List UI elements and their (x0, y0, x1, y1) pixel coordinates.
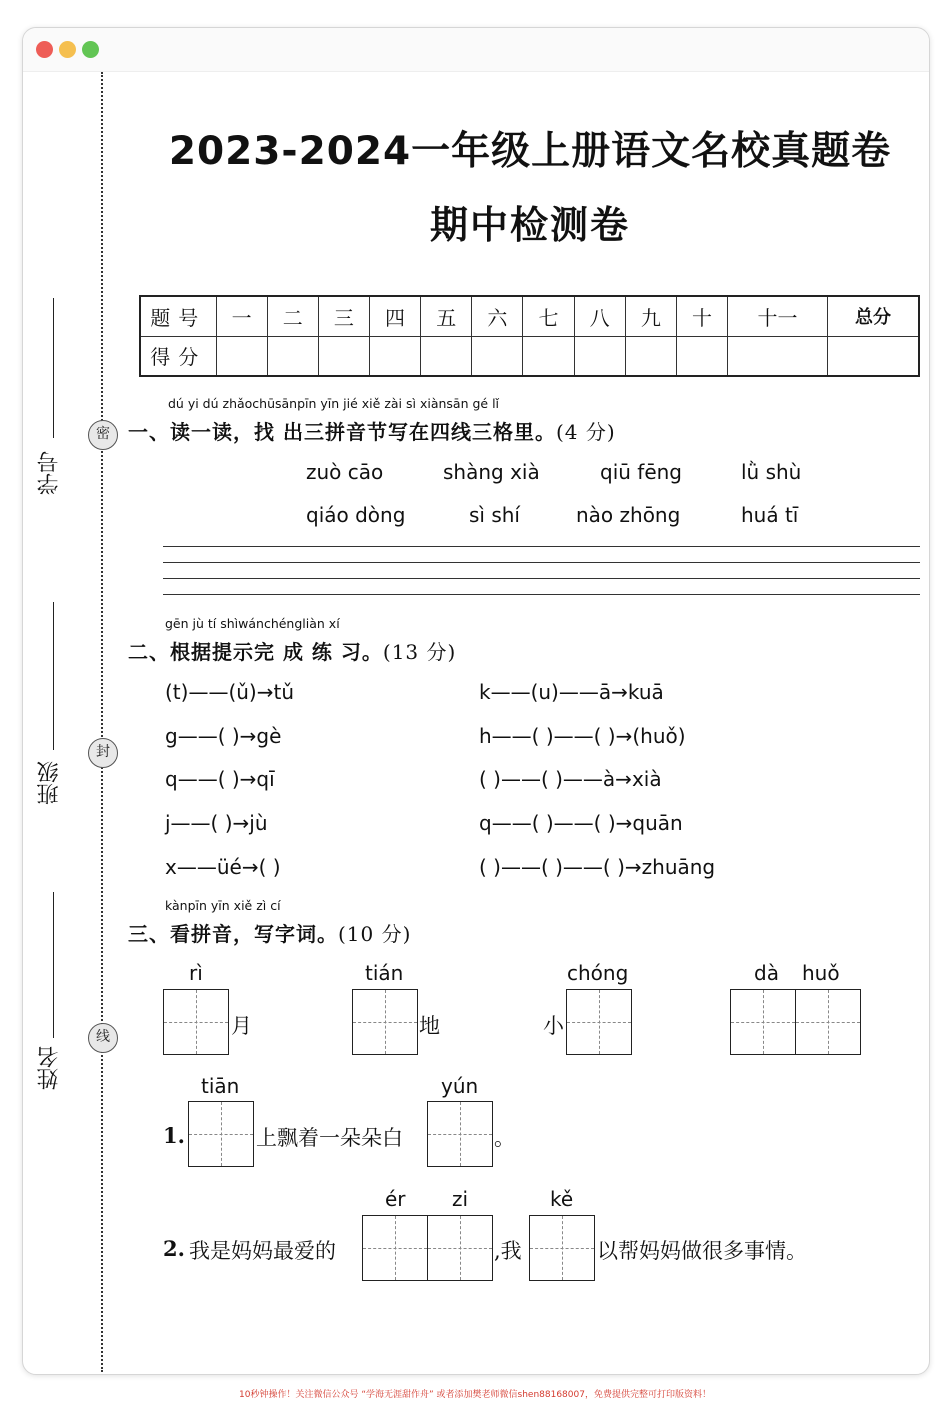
section3-title-text: 三、看拼音，写字词。 (128, 922, 338, 946)
section2-pinyin: gēn jù tí shìwánchéngliàn xí (165, 616, 340, 631)
section2-title (128, 636, 456, 665)
word-pinyin: huǒ (802, 961, 840, 985)
score-cell[interactable] (369, 336, 420, 376)
score-cell[interactable] (267, 336, 318, 376)
section2-points: (13 分) (382, 640, 457, 664)
score-label: 得分 (140, 336, 216, 376)
score-col-11: 十一 (728, 296, 828, 336)
pinyin-item: qiáo dòng (306, 503, 406, 527)
section2-title-text: 二、根据提示完 成 练 习。 (128, 640, 383, 664)
spelling-exercise[interactable]: ( )——( )——( )→zhuāng (479, 855, 716, 879)
word-suffix: 地 (419, 1014, 440, 1038)
score-cell[interactable] (676, 336, 727, 376)
section3-pinyin: kànpīn yīn xiě zì cí (165, 898, 281, 913)
spelling-exercise[interactable]: q——( )→qī (165, 767, 275, 791)
score-cell[interactable] (574, 336, 625, 376)
writing-grid-box[interactable] (362, 1215, 428, 1281)
sentence-number: 2. (163, 1236, 185, 1261)
sentence-pinyin: zi (452, 1187, 469, 1211)
student-id-label: 学号 (37, 451, 62, 495)
section1-title (128, 416, 616, 445)
writing-grid-box[interactable] (529, 1215, 595, 1281)
class-line[interactable] (53, 602, 54, 750)
page-subtitle: 期中检测卷 (429, 203, 630, 247)
score-table-header-row (140, 296, 919, 336)
pinyin-item: huá tī (741, 503, 799, 527)
score-cell[interactable] (216, 336, 267, 376)
score-col-3: 三 (318, 296, 369, 336)
section1-title-text: 一、读一读，找 出三拼音节写在四线三格里。 (128, 420, 556, 444)
score-col-6: 六 (472, 296, 523, 336)
score-col-1: 一 (216, 296, 267, 336)
score-cell[interactable] (523, 336, 574, 376)
writing-grid-box[interactable] (427, 1101, 493, 1167)
score-col-10: 十 (676, 296, 727, 336)
sentence-number: 1. (163, 1123, 185, 1148)
score-table (139, 295, 920, 377)
sentence-text: 我是妈妈最爱的 (189, 1239, 336, 1263)
pinyin-item: qiū fēng (600, 460, 683, 484)
word-pinyin: dà (754, 961, 779, 985)
word-pinyin: rì (189, 961, 203, 985)
word-pinyin: chóng (567, 961, 629, 985)
spelling-exercise[interactable]: h——( )——( )→(huǒ) (479, 724, 686, 748)
seal-feng: 封 (88, 738, 118, 768)
footer-notice: 10秒钟操作！关注微信公众号 “学海无涯甜作舟” 或者添加樊老师微信shen88168007，免费提供完整可打印版资料！ (239, 1390, 711, 1400)
spelling-exercise[interactable]: x——üé→( ) (165, 855, 281, 879)
class-label: 班级 (37, 761, 62, 805)
sentence-pinyin: yún (441, 1074, 479, 1098)
spelling-exercise[interactable]: ( )——( )——à→xià (479, 767, 662, 791)
pinyin-item: lǜ shù (741, 460, 802, 484)
score-col-5: 五 (421, 296, 472, 336)
writing-grid-box[interactable] (795, 989, 861, 1055)
word-prefix: 小 (543, 1014, 564, 1038)
score-cell[interactable] (318, 336, 369, 376)
question-number-label: 题号 (140, 296, 216, 336)
window-titlebar (23, 28, 929, 72)
maximize-window-button[interactable] (82, 41, 99, 58)
score-cell[interactable] (625, 336, 676, 376)
student-id-line[interactable] (53, 298, 54, 438)
minimize-window-button[interactable] (59, 41, 76, 58)
score-table-score-row (140, 336, 919, 376)
section3-title (128, 918, 411, 947)
sentence-pinyin: ér (385, 1187, 406, 1211)
spelling-exercise[interactable]: q——( )——( )→quān (479, 811, 683, 835)
spelling-exercise[interactable]: j——( )→jù (165, 811, 268, 835)
score-cell[interactable] (421, 336, 472, 376)
total-score-cell[interactable] (827, 336, 919, 376)
score-cell[interactable] (728, 336, 828, 376)
score-col-2: 二 (267, 296, 318, 336)
spelling-exercise: (t)——(ǔ)→tǔ (165, 680, 295, 704)
pinyin-item: zuò cāo (306, 460, 384, 484)
sentence-text: ,我 (494, 1239, 522, 1263)
spelling-exercise[interactable]: g——( )→gè (165, 724, 282, 748)
writing-grid-box[interactable] (427, 1215, 493, 1281)
section1-points: (4 分) (555, 420, 616, 444)
binding-dotted-line (101, 72, 103, 1372)
section1-pinyin: dú yi dú zhǎochūsānpīn yīn jié xiě zài sì xiànsān gé lǐ (168, 396, 500, 411)
seal-xian: 线 (88, 1023, 118, 1053)
writing-grid-box[interactable] (730, 989, 796, 1055)
name-label: 姓名 (37, 1046, 62, 1090)
writing-grid-box[interactable] (163, 989, 229, 1055)
score-col-7: 七 (523, 296, 574, 336)
pinyin-item: nào zhōng (576, 503, 681, 527)
sentence-text: 。 (494, 1126, 515, 1150)
word-suffix: 月 (231, 1014, 252, 1038)
word-pinyin: tián (365, 961, 404, 985)
total-score-label: 总分 (827, 296, 919, 336)
writing-grid-box[interactable] (352, 989, 418, 1055)
writing-grid-box[interactable] (188, 1101, 254, 1167)
score-col-9: 九 (625, 296, 676, 336)
close-window-button[interactable] (36, 41, 53, 58)
score-col-8: 八 (574, 296, 625, 336)
spelling-exercise: k——(u)——ā→kuā (479, 680, 664, 704)
sentence-pinyin: tiān (201, 1074, 240, 1098)
section3-points: (10 分) (338, 922, 412, 946)
sentence-pinyin: kě (550, 1187, 574, 1211)
seal-mi: 密 (88, 420, 118, 450)
page-title: 2023-2024一年级上册语文名校真题卷 (168, 129, 892, 174)
writing-grid-box[interactable] (566, 989, 632, 1055)
score-col-4: 四 (369, 296, 420, 336)
sentence-text: 以帮妈妈做很多事情。 (597, 1239, 807, 1263)
pinyin-item: shàng xià (443, 460, 540, 484)
sentence-text: 上飘着一朵朵白 (256, 1126, 403, 1150)
score-cell[interactable] (472, 336, 523, 376)
pinyin-item: sì shí (469, 503, 520, 527)
name-line[interactable] (53, 892, 54, 1038)
